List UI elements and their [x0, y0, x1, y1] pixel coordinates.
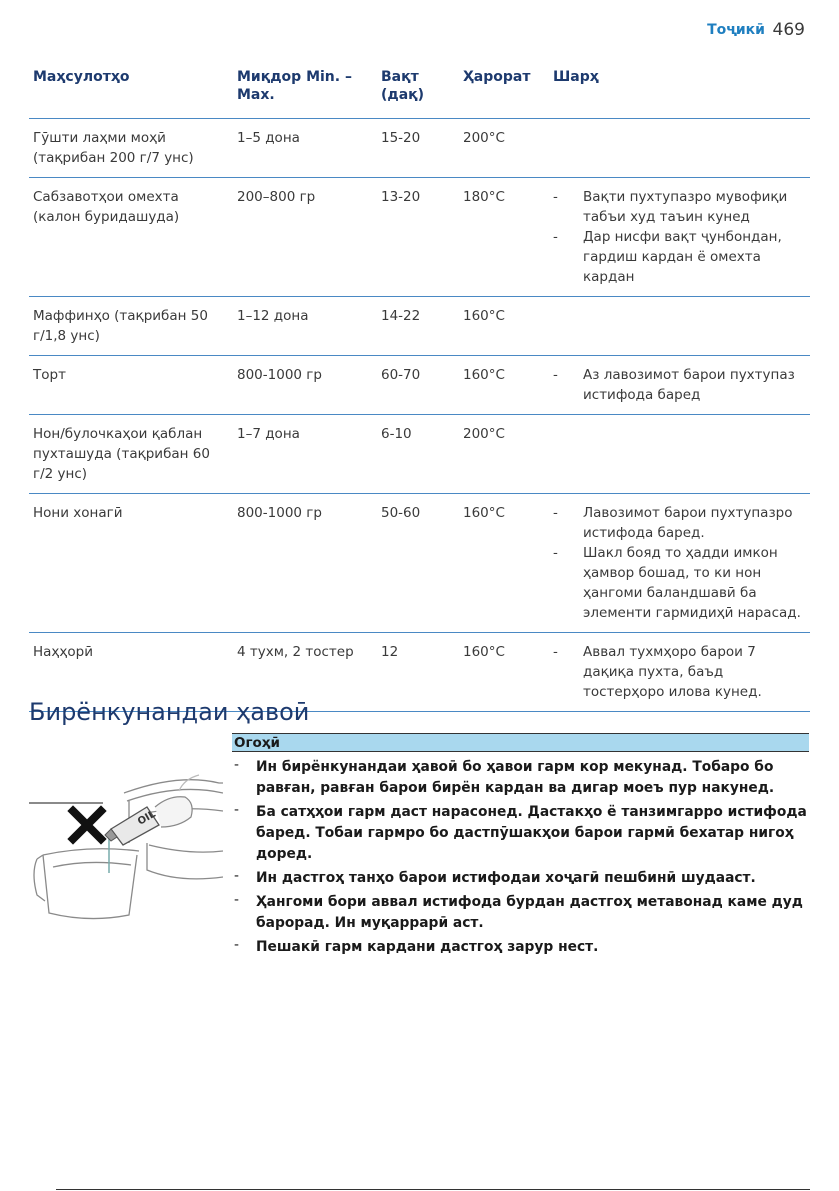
- footer-rule: [56, 1189, 810, 1190]
- cell-time: 15-20: [377, 119, 459, 178]
- warning-label: Огоҳӣ: [232, 733, 809, 752]
- column-header-time: Вақт (дақ): [377, 64, 459, 119]
- warning-item: - Ин бирёнкунандаи ҳавоӣ бо ҳавои гарм кор мекунад. Тобаро бо равған, равған барои бирён кардан ва дигар моеъ пур накунед.: [232, 757, 807, 799]
- cell-product: Гӯшти лаҳми моҳӣ (тақрибан 200 г/7 унс): [29, 119, 233, 178]
- warning-item: - Пешакӣ гарм кардани дастгоҳ зарур нест.: [232, 937, 807, 958]
- warning-list: [232, 757, 807, 961]
- cell-notes: [549, 297, 810, 356]
- table-row: [29, 494, 810, 633]
- column-header-quantity: Миқдор Min. – Max.: [233, 64, 377, 119]
- table-row: [29, 119, 810, 178]
- cell-quantity: 1–12 дона: [233, 297, 377, 356]
- cell-product: Наҳҳорӣ: [29, 633, 233, 712]
- column-header-product: Маҳсулотҳо: [29, 64, 233, 119]
- cell-time: 12: [377, 633, 459, 712]
- cell-notes: [549, 415, 810, 494]
- cell-time: 6-10: [377, 415, 459, 494]
- cell-notes: [549, 119, 810, 178]
- cell-product: Нон/булочкаҳои қаблан пухташуда (тақрибан 60 г/2 унс): [29, 415, 233, 494]
- table-row: [29, 415, 810, 494]
- note-item: - Шакл бояд то ҳадди имкон ҳамвор бошад, то ки нон ҳангоми баландшавӣ ба элементи гармидиҳӣ нарасад.: [553, 543, 806, 623]
- table-header-row: [29, 64, 810, 119]
- cell-product: Маффинҳо (тақрибан 50 г/1,8 унс): [29, 297, 233, 356]
- column-header-notes: Шарҳ: [549, 64, 810, 119]
- oil-bottle-icon: [105, 807, 159, 845]
- page-number: 469: [772, 20, 805, 40]
- cell-quantity: 1–7 дона: [233, 415, 377, 494]
- note-item: - Дар нисфи вақт ҷунбондан, гардиш кардан ё омехта кардан: [553, 227, 806, 287]
- cell-time: 60-70: [377, 356, 459, 415]
- cell-temperature: 180°C: [459, 178, 549, 297]
- cell-time: 14-22: [377, 297, 459, 356]
- table-row: [29, 297, 810, 356]
- air-fryer-oil-illustration: [29, 755, 223, 930]
- cell-notes: [549, 356, 810, 415]
- cell-quantity: 4 тухм, 2 тостер: [233, 633, 377, 712]
- warning-item: - Ин дастгоҳ танҳо барои истифодаи хоҷагӣ пешбинӣ шудааст.: [232, 868, 807, 889]
- cell-quantity: 800-1000 гр: [233, 356, 377, 415]
- cell-time: 13-20: [377, 178, 459, 297]
- note-item: - Аз лавозимот барои пухтупаз истифода баред: [553, 365, 806, 405]
- warning-item: - Ба сатҳҳои гарм даст нарасонед. Дастакҳо ё танзимгарро истифода баред. Тобаи гармро бо дастпӯшакҳои барои гармӣ бехатар нигоҳ доред.: [232, 802, 807, 865]
- cell-temperature: 200°C: [459, 119, 549, 178]
- cell-quantity: 800-1000 гр: [233, 494, 377, 633]
- cell-temperature: 160°C: [459, 494, 549, 633]
- cross-icon: [73, 811, 101, 839]
- cooking-table: [29, 64, 810, 712]
- cell-time: 50-60: [377, 494, 459, 633]
- hand-icon: [155, 797, 192, 827]
- table-row: [29, 356, 810, 415]
- cell-product: Сабзавотҳои омехта (калон буридашуда): [29, 178, 233, 297]
- note-item: - Лавозимот барои пухтупазро истифода баред.: [553, 503, 806, 543]
- cell-quantity: 200–800 гр: [233, 178, 377, 297]
- cell-product: Торт: [29, 356, 233, 415]
- cell-product: Нони хонагӣ: [29, 494, 233, 633]
- cell-temperature: 200°C: [459, 415, 549, 494]
- warning-item: - Ҳангоми бори аввал истифода бурдан дастгоҳ метавонад каме дуд барорад. Ин муқаррарӣ аст.: [232, 892, 807, 934]
- language-label: Тоҷикӣ: [707, 22, 765, 38]
- cell-notes: [549, 633, 810, 712]
- section-title: Бирёнкунандаи ҳавоӣ: [29, 698, 310, 726]
- cell-temperature: 160°C: [459, 297, 549, 356]
- cell-notes: [549, 178, 810, 297]
- column-header-temperature: Ҳарорат: [459, 64, 549, 119]
- cell-temperature: 160°C: [459, 633, 549, 712]
- note-item: - Аввал тухмҳоро барои 7 дақиқа пухта, баъд тостерҳоро илова кунед.: [553, 642, 806, 702]
- note-item: - Вақти пухтупазро мувофиқи табъи худ таъин кунед: [553, 187, 806, 227]
- cell-quantity: 1–5 дона: [233, 119, 377, 178]
- table-row: [29, 178, 810, 297]
- warning-illustration: [29, 755, 223, 930]
- cell-notes: [549, 494, 810, 633]
- cell-temperature: 160°C: [459, 356, 549, 415]
- bottle-label: OIL: [136, 808, 158, 828]
